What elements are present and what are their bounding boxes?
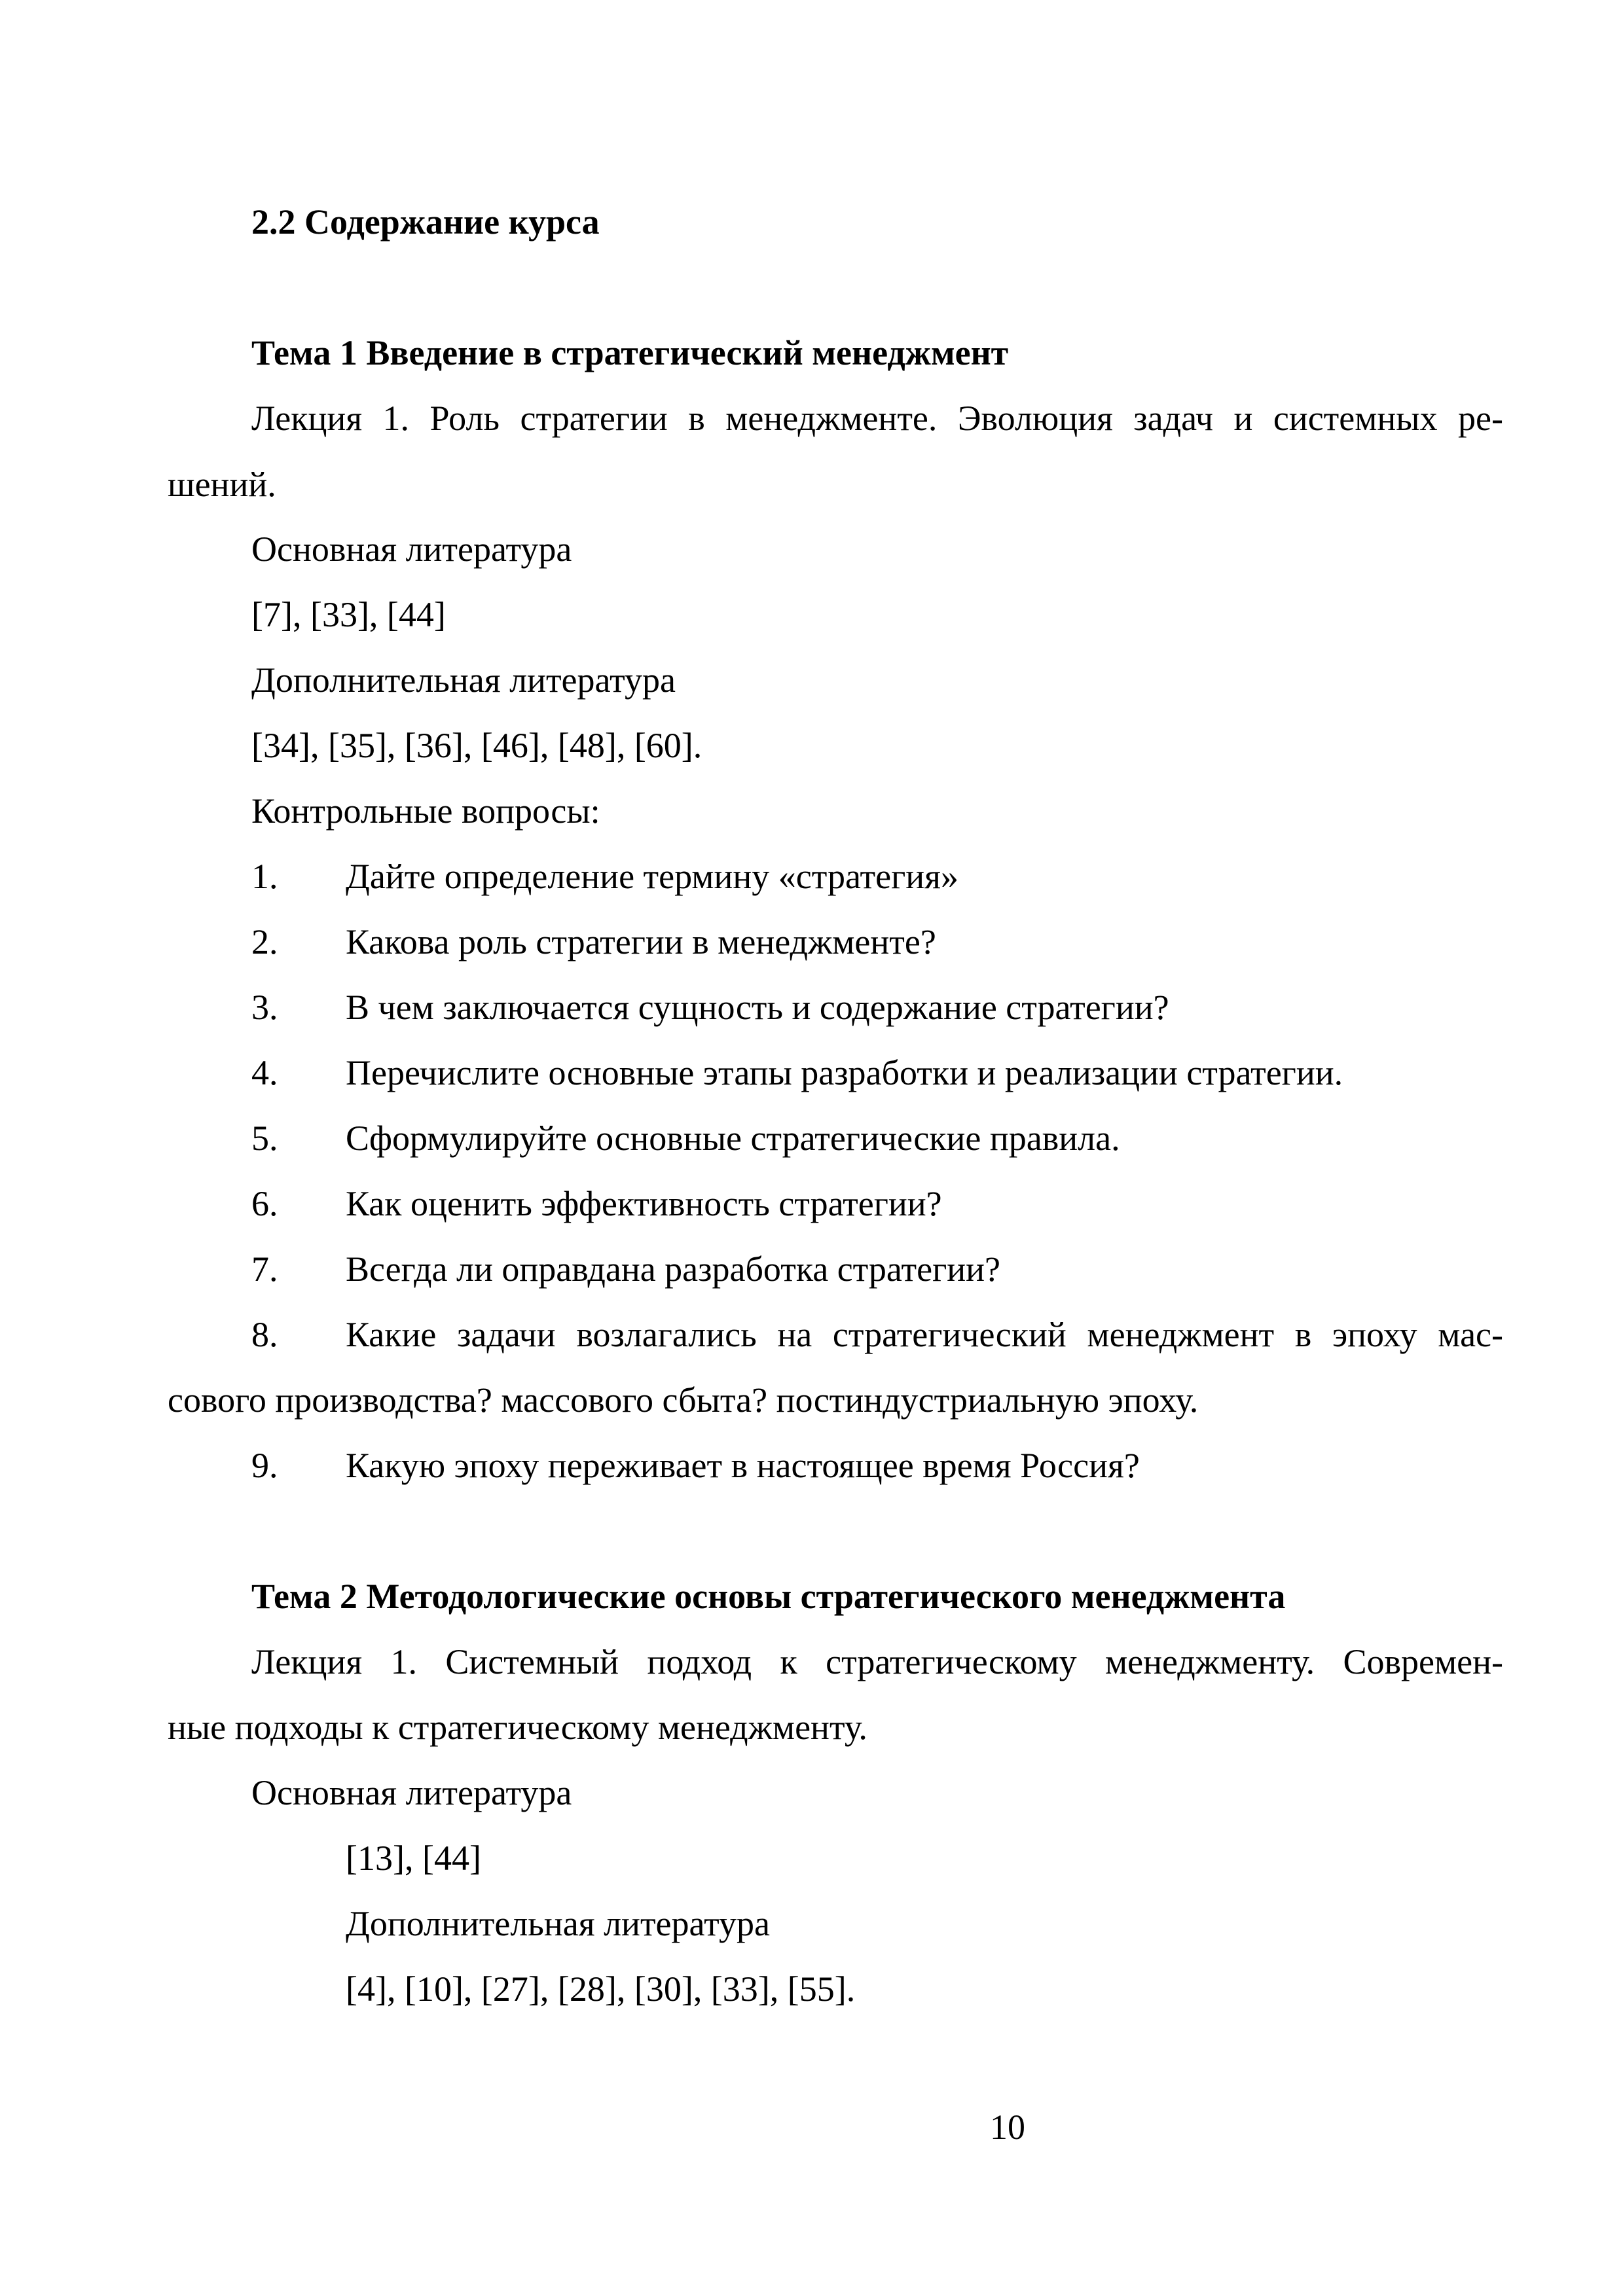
topic-1-main-literature-label: Основная литература — [251, 529, 572, 569]
topic-1-title: Тема 1 Введение в стратегический менеджмент — [251, 333, 1009, 372]
question-number: 1. — [251, 857, 278, 896]
topic-1-lecture-line-2: шений. — [168, 465, 276, 504]
topic-1-questions-label: Контрольные вопросы: — [251, 791, 600, 831]
question-number: 6. — [251, 1184, 278, 1223]
question-number: 9. — [251, 1446, 278, 1485]
question-number: 3. — [251, 988, 278, 1027]
question-number: 7. — [251, 1249, 278, 1289]
question-text: Всегда ли оправдана разработка стратегии? — [346, 1249, 1000, 1289]
question-number: 2. — [251, 922, 278, 961]
question-number: 8. — [251, 1315, 278, 1354]
topic-1-main-literature-refs: [7], [33], [44] — [251, 595, 446, 634]
question-text: В чем заключается сущность и содержание стратегии? — [346, 988, 1169, 1027]
question-text: Сформулируйте основные стратегические правила. — [346, 1119, 1120, 1158]
topic-1-extra-literature-refs: [34], [35], [36], [46], [48], [60]. — [251, 726, 702, 765]
question-text: Дайте определение термину «стратегия» — [346, 857, 959, 896]
question-text: Какую эпоху переживает в настоящее время Россия? — [346, 1446, 1140, 1485]
question-text: Какие задачи возлагались на стратегический менеджмент в эпоху мас- — [346, 1315, 1503, 1354]
topic-2-lecture-line-2: ные подходы к стратегическому менеджменту. — [168, 1708, 867, 1747]
topic-2-extra-literature-refs: [4], [10], [27], [28], [30], [33], [55]. — [346, 1969, 856, 2009]
topic-2-lecture-line-1: Лекция 1. Системный подход к стратегическому менеджменту. Современ- — [251, 1642, 1503, 1681]
question-text: Какова роль стратегии в менеджменте? — [346, 922, 936, 961]
topic-1-extra-literature-label: Дополнительная литература — [251, 660, 676, 700]
question-text-continuation: сового производства? массового сбыта? постиндустриальную эпоху. — [168, 1380, 1199, 1420]
topic-2-main-literature-refs: [13], [44] — [346, 1839, 481, 1878]
topic-2-title: Тема 2 Методологические основы стратегического менеджмента — [251, 1577, 1286, 1616]
question-number: 4. — [251, 1053, 278, 1092]
page-number: 10 — [990, 2108, 1025, 2147]
topic-2-extra-literature-label: Дополнительная литература — [346, 1904, 770, 1943]
topic-1-lecture-line-1: Лекция 1. Роль стратегии в менеджменте. Эволюция задач и системных ре- — [251, 399, 1503, 438]
section-title: 2.2 Содержание курса — [251, 202, 600, 242]
topic-2-main-literature-label: Основная литература — [251, 1773, 572, 1812]
question-number: 5. — [251, 1119, 278, 1158]
question-text: Перечислите основные этапы разработки и реализации стратегии. — [346, 1053, 1343, 1092]
question-text: Как оценить эффективность стратегии? — [346, 1184, 942, 1223]
